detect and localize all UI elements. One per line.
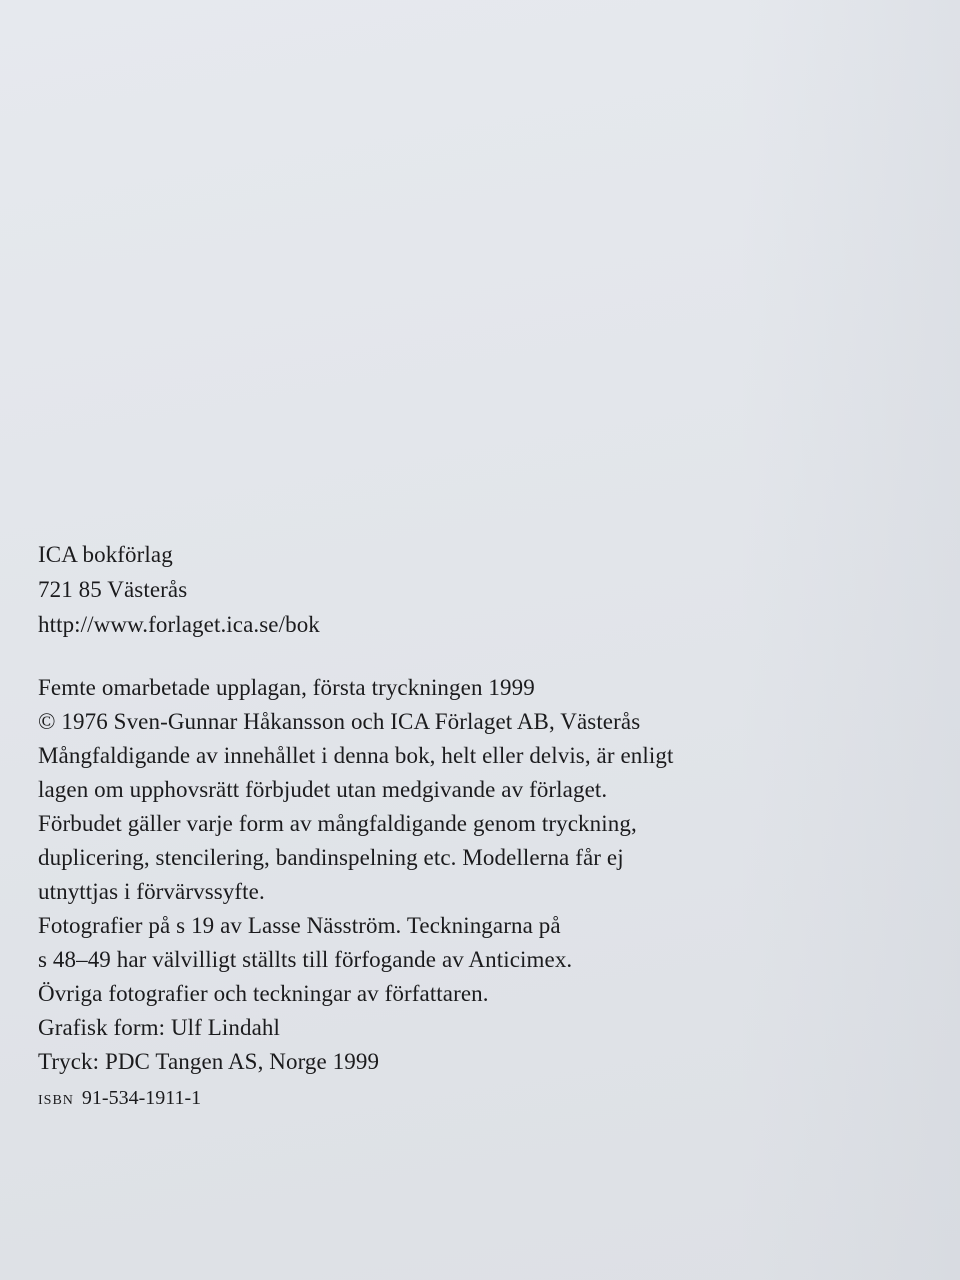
publisher-url: http://www.forlaget.ica.se/bok [38, 612, 320, 637]
rights-line: Förbudet gäller varje form av mångfaldigande genom tryckning, [38, 811, 637, 836]
isbn-line [38, 1081, 918, 1118]
publisher-block [38, 537, 918, 642]
rights-line: Mångfaldigande av innehållet i denna bok, helt eller delvis, är enligt [38, 743, 674, 768]
edition-line: Femte omarbetade upplagan, första tryckningen 1999 [38, 675, 535, 700]
printer-line: Tryck: PDC Tangen AS, Norge 1999 [38, 1049, 380, 1074]
rights-line: duplicering, stencilering, bandinspelning etc. Modellerna får ej [38, 845, 624, 870]
rights-line: lagen om upphovsrätt förbjudet utan medgivande av förlaget. [38, 777, 608, 802]
credits-line: Övriga fotografier och teckningar av författaren. [38, 981, 489, 1006]
isbn-number: 91-534-1911-1 [81, 1087, 202, 1109]
colophon [38, 537, 918, 1118]
copyright-line: © 1976 Sven-Gunnar Håkansson och ICA Förlaget AB, Västerås [38, 709, 641, 734]
isbn-label: ISBN [38, 1093, 74, 1108]
credits-line: s 48–49 har välvilligt ställts till förfogande av Anticimex. [38, 947, 573, 972]
credits-line: Fotografier på s 19 av Lasse Näsström. Teckningarna på [38, 913, 561, 938]
rights-line: utnyttjas i förvärvssyfte. [38, 879, 265, 904]
publisher-name: ICA bokförlag [38, 542, 173, 567]
edition-and-rights-block [38, 671, 918, 1118]
publisher-address: 721 85 Västerås [38, 577, 188, 602]
design-credit-line: Grafisk form: Ulf Lindahl [38, 1015, 281, 1040]
